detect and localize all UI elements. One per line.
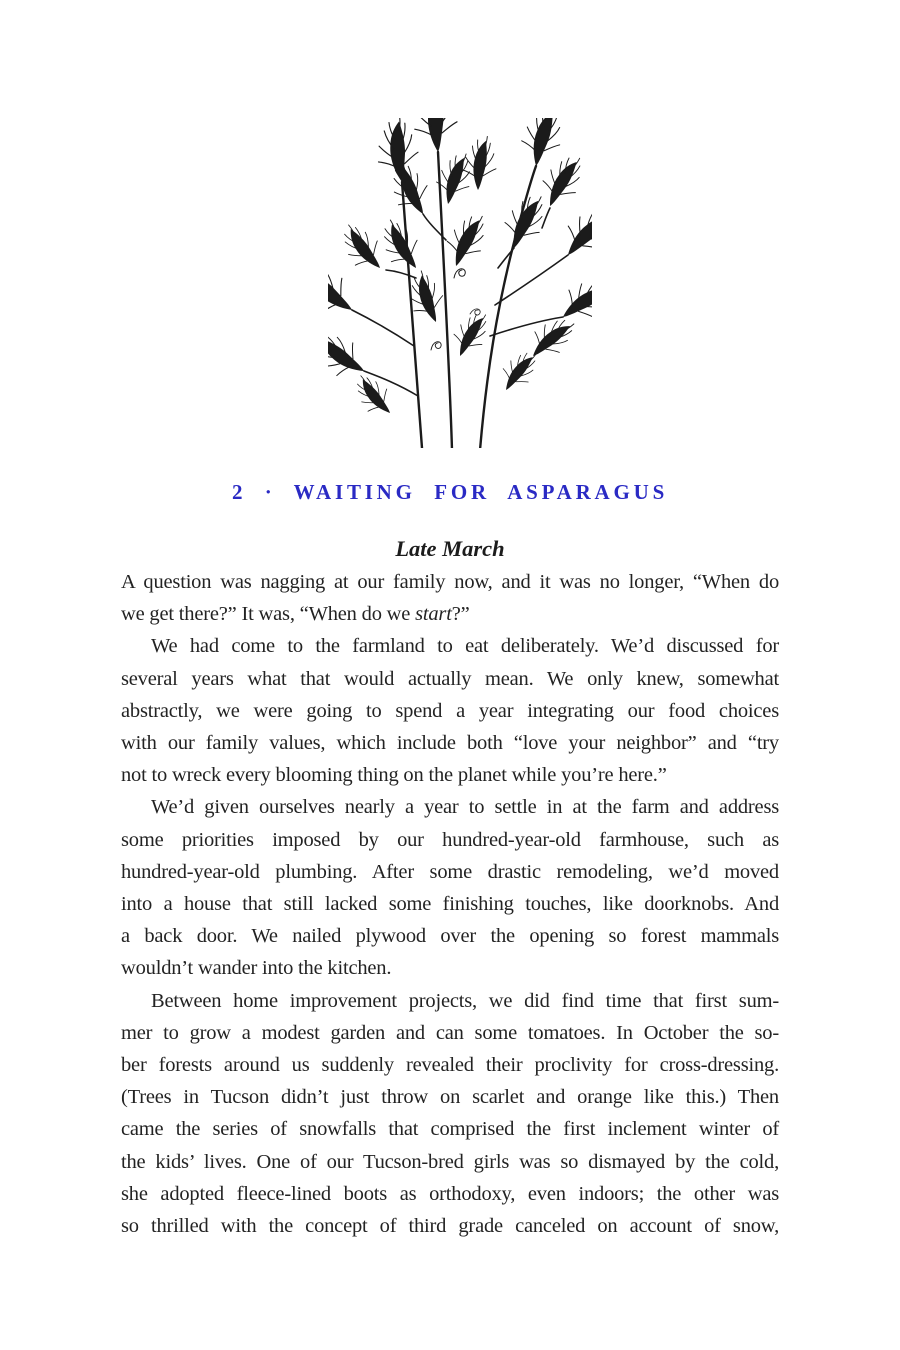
text-line (121, 695, 779, 727)
text-segment: several years what that would actually mean. We only knew, somewhat (121, 667, 779, 690)
text-line (121, 598, 779, 630)
text-line (121, 824, 779, 856)
text-segment: the kids’ lives. One of our Tucson-bred girls was so dismayed by the cold, (121, 1150, 779, 1173)
text-segment: so thrilled with the concept of third grade canceled on account of snow, (121, 1215, 779, 1238)
text-line (121, 759, 779, 791)
text-line (121, 1113, 779, 1145)
text-segment: A question was nagging at our family now, and it was no longer, “When do (121, 571, 779, 593)
text-line (121, 985, 779, 1017)
chapter-heading: 2 · WAITING FOR ASPARAGUS (231, 480, 669, 505)
text-line (121, 920, 779, 952)
text-segment: mer to grow a modest garden and can some tomatoes. In October the so- (121, 1021, 779, 1044)
text-line (121, 791, 779, 823)
text-line (121, 952, 779, 984)
text-segment: hundred-year-old plumbing. After some drastic remodeling, we’d moved (121, 860, 779, 883)
text-segment: abstractly, we were going to spend a year integrating our food choices (121, 699, 779, 722)
text-line (121, 727, 779, 759)
text-line (121, 630, 779, 662)
asparagus-fern-drawing (328, 118, 592, 448)
text-segment: ber forests around us suddenly revealed their proclivity for cross-dressing. (121, 1054, 779, 1077)
text-segment: We had come to the farmland to eat deliberately. We’d discussed for (151, 635, 779, 658)
paragraphs (121, 566, 779, 1242)
chapter-subtitle: Late March (395, 535, 505, 561)
asparagus-fern-illustration (328, 118, 592, 448)
text-segment: (Trees in Tucson didn’t just throw on scarlet and orange like this.) Then (121, 1086, 779, 1109)
text-segment: Between home improvement projects, we did find time that first sum- (151, 989, 779, 1012)
text-line (121, 663, 779, 695)
body-text (121, 566, 779, 1242)
text-segment: came the series of snowfalls that comprised the first inclement winter of (121, 1118, 779, 1141)
text-segment: a back door. We nailed plywood over the opening so forest mammals (121, 925, 779, 948)
text-segment: with our family values, which include both “love your neighbor” and “try (121, 732, 779, 755)
text-line (121, 1081, 779, 1113)
text-segment: wouldn’t wander into the kitchen. (121, 957, 392, 980)
text-segment: we get there?” It was, “When do we (121, 603, 416, 626)
text-line (121, 1178, 779, 1210)
text-line (121, 1049, 779, 1081)
italic-text: start (415, 603, 452, 626)
text-segment: she adopted fleece-lined boots as orthodoxy, even indoors; the other was (121, 1182, 779, 1205)
text-segment: some priorities imposed by our hundred-year-old farmhouse, such as (121, 828, 779, 851)
text-line (121, 1017, 779, 1049)
text-segment: ?” (451, 603, 470, 626)
text-segment: We’d given ourselves nearly a year to settle in at the farm and address (151, 796, 779, 819)
text-line (121, 1210, 779, 1242)
text-segment: into a house that still lacked some finishing touches, like doorknobs. And (121, 893, 779, 916)
text-line (121, 566, 779, 598)
text-line (121, 1146, 779, 1178)
text-segment: not to wreck every blooming thing on the planet while you’re here.” (121, 764, 667, 787)
text-line (121, 856, 779, 888)
text-line (121, 888, 779, 920)
